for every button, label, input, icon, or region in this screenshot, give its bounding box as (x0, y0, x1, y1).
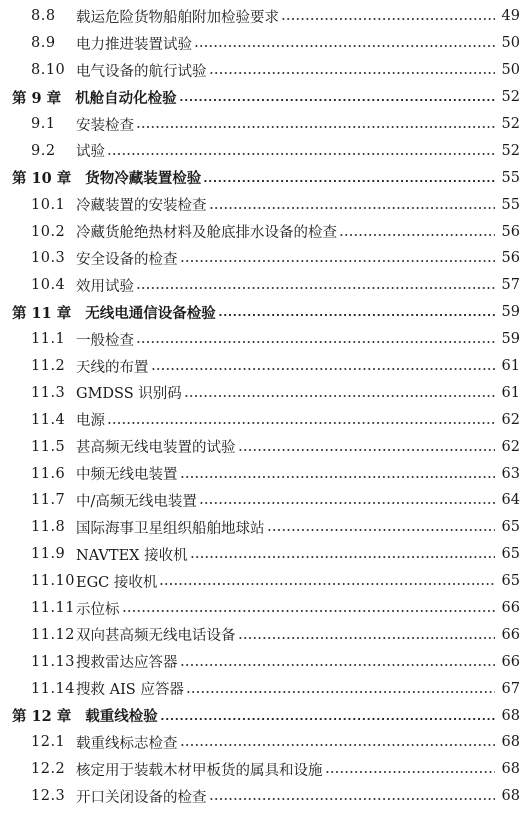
section-number: 8.10 (31, 62, 66, 79)
page-number: 64 (501, 492, 520, 509)
dot-leader (209, 198, 496, 212)
page-number: 50 (501, 62, 520, 79)
dot-leader (180, 735, 496, 749)
section-number: 11.14 (31, 680, 76, 697)
dot-leader (203, 171, 495, 185)
section-title: EGC 接收机 (76, 574, 158, 591)
section-title: 载重线标志检查 (76, 735, 178, 752)
chapter-number: 第 12 章 (12, 708, 72, 726)
toc-row[interactable] (0, 379, 530, 406)
section-number: 11.5 (31, 438, 66, 455)
dot-leader (186, 682, 495, 696)
chapter-title: 无线电通信设备检验 (85, 304, 216, 322)
section-title: 核定用于装载木材甲板货的属具和设施 (76, 762, 323, 779)
page-number: 68 (501, 707, 520, 724)
section-title: 载运危险货物船舶附加检验要求 (76, 9, 279, 26)
section-title: 试验 (76, 144, 105, 161)
page-number: 49 (501, 8, 520, 25)
section-number: 11.8 (31, 519, 66, 536)
section-title: 电源 (76, 413, 105, 430)
section-title: 天线的布置 (76, 359, 149, 376)
section-number: 11.7 (31, 492, 66, 509)
toc-row[interactable] (0, 756, 530, 783)
dot-leader (180, 251, 496, 265)
toc-row[interactable] (0, 326, 530, 353)
dot-leader (238, 440, 496, 454)
section-title: NAVTEX 接收机 (76, 547, 188, 564)
page-number: 57 (501, 277, 520, 294)
toc-row[interactable] (0, 111, 530, 138)
chapter-title: 货物冷藏装置检验 (85, 170, 202, 188)
dot-leader (107, 413, 495, 427)
toc-row[interactable] (0, 433, 530, 460)
chapter-title: 载重线检验 (85, 708, 158, 726)
dot-leader (267, 520, 496, 534)
page-number: 59 (501, 331, 520, 348)
page-number: 52 (501, 142, 520, 159)
section-title: 安全设备的检查 (76, 251, 178, 268)
toc-row[interactable] (0, 460, 530, 487)
section-number: 11.1 (31, 331, 66, 348)
toc-row[interactable] (0, 595, 530, 622)
section-number: 9.2 (31, 142, 56, 159)
dot-leader (281, 9, 495, 23)
dot-leader (194, 36, 495, 50)
dot-leader (136, 278, 495, 292)
page-number: 66 (501, 653, 520, 670)
section-number: 11.4 (31, 411, 66, 428)
dot-leader (218, 305, 495, 319)
page-number: 68 (501, 734, 520, 751)
dot-leader (160, 709, 495, 723)
toc-row[interactable] (0, 514, 530, 541)
section-number: 12.3 (31, 788, 66, 805)
toc-chapter-row[interactable] (0, 299, 530, 326)
dot-leader (209, 789, 496, 803)
toc-row[interactable] (0, 648, 530, 675)
table-of-contents (0, 3, 530, 810)
section-title: 效用试验 (76, 278, 134, 295)
chapter-number: 第 10 章 (12, 170, 72, 188)
dot-leader (107, 144, 495, 158)
page-number: 66 (501, 600, 520, 617)
toc-chapter-row[interactable] (0, 164, 530, 191)
section-title: 开口关闭设备的检查 (76, 789, 207, 806)
chapter-number: 第 11 章 (12, 304, 72, 322)
section-title: 国际海事卫星组织船舶地球站 (76, 520, 265, 537)
section-number: 11.12 (31, 626, 76, 643)
section-title: 一般检查 (76, 332, 134, 349)
toc-row[interactable] (0, 568, 530, 595)
page-number: 61 (501, 358, 520, 375)
page-number: 56 (501, 250, 520, 267)
toc-row[interactable] (0, 137, 530, 164)
section-number: 10.1 (31, 196, 66, 213)
section-title: 中频无线电装置 (76, 467, 178, 484)
toc-chapter-row[interactable] (0, 702, 530, 729)
toc-row[interactable] (0, 353, 530, 380)
toc-row[interactable] (0, 541, 530, 568)
section-number: 11.10 (31, 573, 76, 590)
toc-row[interactable] (0, 783, 530, 810)
page-number: 62 (501, 438, 520, 455)
section-number: 9.1 (31, 116, 56, 132)
section-number: 10.4 (31, 277, 66, 294)
toc-row[interactable] (0, 191, 530, 218)
page-number: 65 (501, 573, 520, 590)
chapter-title: 机舱自动化检验 (75, 89, 177, 107)
section-number: 11.6 (31, 465, 66, 482)
toc-chapter-row[interactable] (0, 84, 530, 111)
dot-leader (151, 359, 496, 373)
page-number: 68 (501, 788, 520, 805)
section-number: 10.3 (31, 250, 66, 267)
dot-leader (199, 493, 495, 507)
page-number: 66 (501, 626, 520, 643)
section-number: 11.2 (31, 358, 66, 375)
dot-leader (180, 655, 496, 669)
page-number: 52 (501, 116, 520, 132)
dot-leader (122, 601, 496, 615)
toc-row[interactable] (0, 487, 530, 514)
toc-row[interactable] (0, 57, 530, 84)
page-number: 55 (501, 196, 520, 213)
page-number: 56 (501, 223, 520, 240)
section-title: 电气设备的航行试验 (76, 63, 207, 80)
section-number: 12.1 (31, 734, 66, 751)
page-number: 65 (501, 546, 520, 563)
section-title: 冷藏装置的安装检查 (76, 198, 207, 215)
dot-leader (190, 547, 495, 561)
section-title: 搜救 AIS 应答器 (76, 682, 184, 699)
page-number: 63 (501, 465, 520, 482)
section-number: 10.2 (31, 223, 66, 240)
toc-row[interactable] (0, 729, 530, 756)
section-number: 11.9 (31, 546, 66, 563)
page-number: 61 (501, 384, 520, 401)
section-title: 示位标 (76, 601, 120, 618)
page-number: 67 (501, 680, 520, 697)
page-number: 55 (501, 169, 520, 186)
section-title: GMDSS 识别码 (76, 386, 182, 403)
dot-leader (238, 628, 496, 642)
page-number: 50 (501, 35, 520, 52)
page-number: 59 (501, 304, 520, 321)
page-number: 65 (501, 519, 520, 536)
dot-leader (179, 90, 495, 104)
toc-row[interactable] (0, 30, 530, 57)
toc-row[interactable] (0, 675, 530, 702)
section-title: 冷藏货舱绝热材料及舱底排水设备的检查 (76, 225, 337, 242)
toc-row[interactable] (0, 3, 530, 30)
dot-leader (184, 386, 495, 400)
section-title: 中/高频无线电装置 (76, 493, 197, 510)
dot-leader (159, 574, 495, 588)
dot-leader (209, 63, 496, 77)
dot-leader (325, 762, 496, 776)
dot-leader (136, 117, 495, 131)
toc-row[interactable] (0, 272, 530, 299)
page-number: 62 (501, 411, 520, 428)
chapter-number: 第 9 章 (12, 89, 62, 107)
dot-leader (136, 332, 495, 346)
section-number: 12.2 (31, 761, 66, 778)
toc-row[interactable] (0, 406, 530, 433)
section-number: 11.11 (31, 600, 76, 617)
section-number: 11.3 (31, 384, 66, 401)
section-number: 8.9 (31, 35, 56, 52)
section-title: 甚高频无线电装置的试验 (76, 440, 236, 457)
toc-row[interactable] (0, 245, 530, 272)
toc-row[interactable] (0, 218, 530, 245)
section-number: 11.13 (31, 653, 76, 670)
section-title: 搜救雷达应答器 (76, 655, 178, 672)
page-number: 52 (501, 89, 520, 106)
section-title: 电力推进装置试验 (76, 36, 192, 53)
dot-leader (180, 467, 496, 481)
section-number: 8.8 (31, 8, 56, 25)
section-title: 双向甚高频无线电话设备 (76, 628, 236, 645)
page-number: 68 (501, 761, 520, 778)
toc-row[interactable] (0, 621, 530, 648)
section-title: 安装检查 (76, 117, 134, 134)
dot-leader (339, 225, 495, 239)
